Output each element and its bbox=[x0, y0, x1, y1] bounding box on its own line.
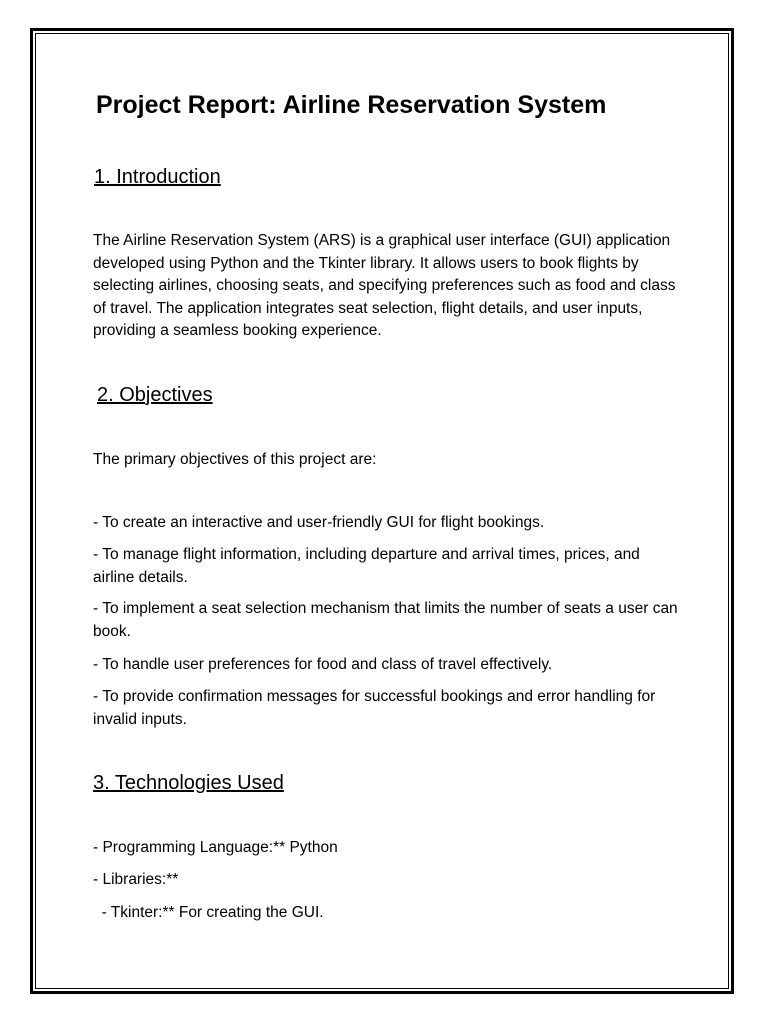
technology-item: - Programming Language:** Python bbox=[93, 839, 338, 856]
section-heading-technologies: 3. Technologies Used bbox=[93, 772, 284, 794]
page-title: Project Report: Airline Reservation System bbox=[96, 91, 607, 119]
technology-item: - Tkinter:** For creating the GUI. bbox=[93, 904, 324, 921]
objective-item: - To create an interactive and user-friendly GUI for flight bookings. bbox=[93, 514, 545, 531]
objective-item: - To provide confirmation messages for successful bookings and error handling for invalid inputs. bbox=[93, 688, 656, 728]
objective-item: - To implement a seat selection mechanism that limits the number of seats a user can book. bbox=[93, 600, 678, 640]
section-heading-introduction: 1. Introduction bbox=[94, 166, 221, 188]
section-heading-objectives: 2. Objectives bbox=[97, 384, 213, 406]
technology-item: - Libraries:** bbox=[93, 871, 179, 888]
introduction-paragraph: The Airline Reservation System (ARS) is a graphical user interface (GUI) application developed using Python and the Tkinter library. It allows users to book flights by selecting airlines, choosing seats, and specifying preferences such as food and class of travel. The application integrates seat selection, flight details, and user inputs, providing a seamless booking experience. bbox=[93, 232, 676, 339]
objectives-intro-paragraph: The primary objectives of this project are: bbox=[93, 451, 377, 468]
objective-item: - To manage flight information, including departure and arrival times, prices, and airline details. bbox=[93, 546, 640, 586]
objective-item: - To handle user preferences for food and class of travel effectively. bbox=[93, 656, 553, 673]
